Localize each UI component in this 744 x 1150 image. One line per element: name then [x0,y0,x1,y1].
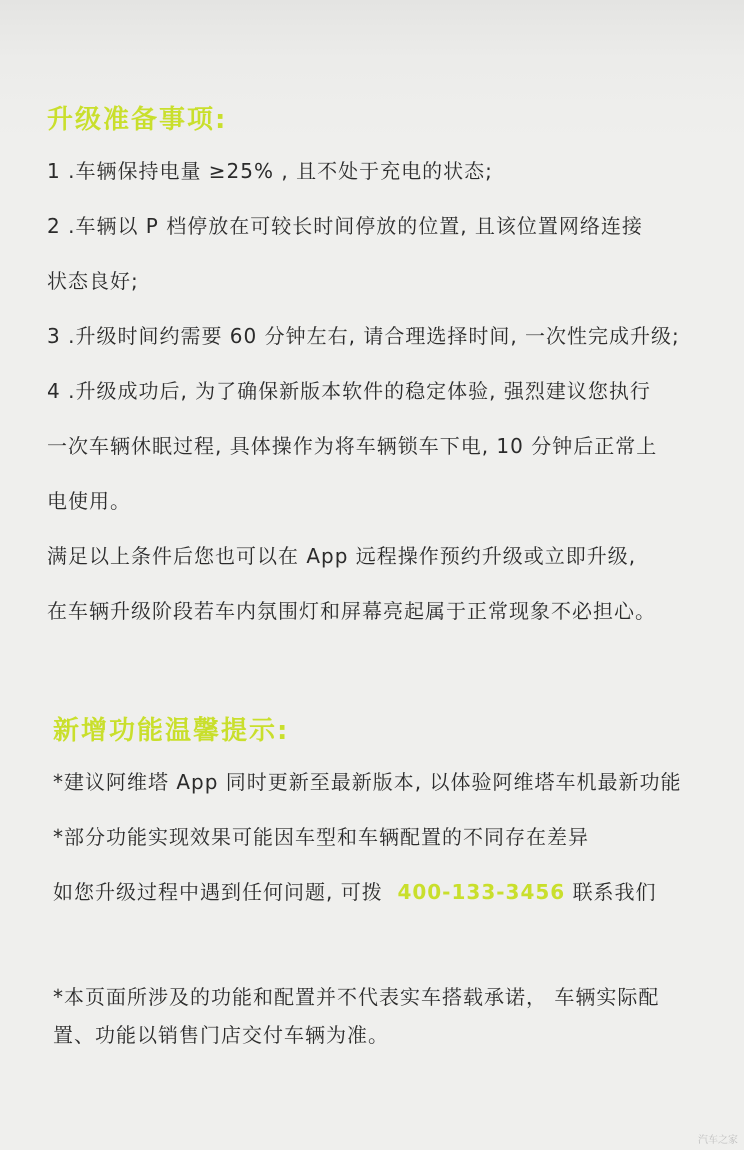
prep-heading: 升级准备事项: [47,105,228,135]
prep-line-4: 3 .升级时间约需要 60 分钟左右, 请合理选择时间, 一次性完成升级; [47,324,680,348]
contact-suffix: 联系我们 [572,880,657,904]
disclaimer-line-1: *本页面所涉及的功能和配置并不代表实车搭载承诺， 车辆实际配 [53,985,660,1009]
contact-prefix: 如您升级过程中遇到任何问题, 可拨 [53,880,383,904]
contact-line [53,878,657,906]
watermark: 汽车之家 [698,1135,738,1146]
prep-line-3: 状态良好; [47,269,139,293]
prep-line-6: 一次车辆休眠过程, 具体操作为将车辆锁车下电, 10 分钟后正常上 [47,434,658,458]
tips-line-2: *部分功能实现效果可能因车型和车辆配置的不同存在差异 [53,825,589,849]
prep-line-7: 电使用。 [47,489,131,513]
tips-line-1: *建议阿维塔 App 同时更新至最新版本, 以体验阿维塔车机最新功能 [53,770,682,794]
prep-line-9: 在车辆升级阶段若车内氛围灯和屏幕亮起属于正常现象不必担心。 [47,599,656,623]
tips-heading: 新增功能温馨提示: [53,716,290,746]
phone-number[interactable]: 400-133-3456 [397,880,566,904]
disclaimer-line-2: 置、功能以销售门店交付车辆为准。 [53,1023,389,1047]
prep-line-1: 1 .车辆保持电量 ≥25% , 且不处于充电的状态; [47,159,493,183]
prep-line-2: 2 .车辆以 P 档停放在可较长时间停放的位置, 且该位置网络连接 [47,214,643,238]
prep-line-8: 满足以上条件后您也可以在 App 远程操作预约升级或立即升级, [47,544,637,568]
prep-line-5: 4 .升级成功后, 为了确保新版本软件的稳定体验, 强烈建议您执行 [47,379,651,403]
